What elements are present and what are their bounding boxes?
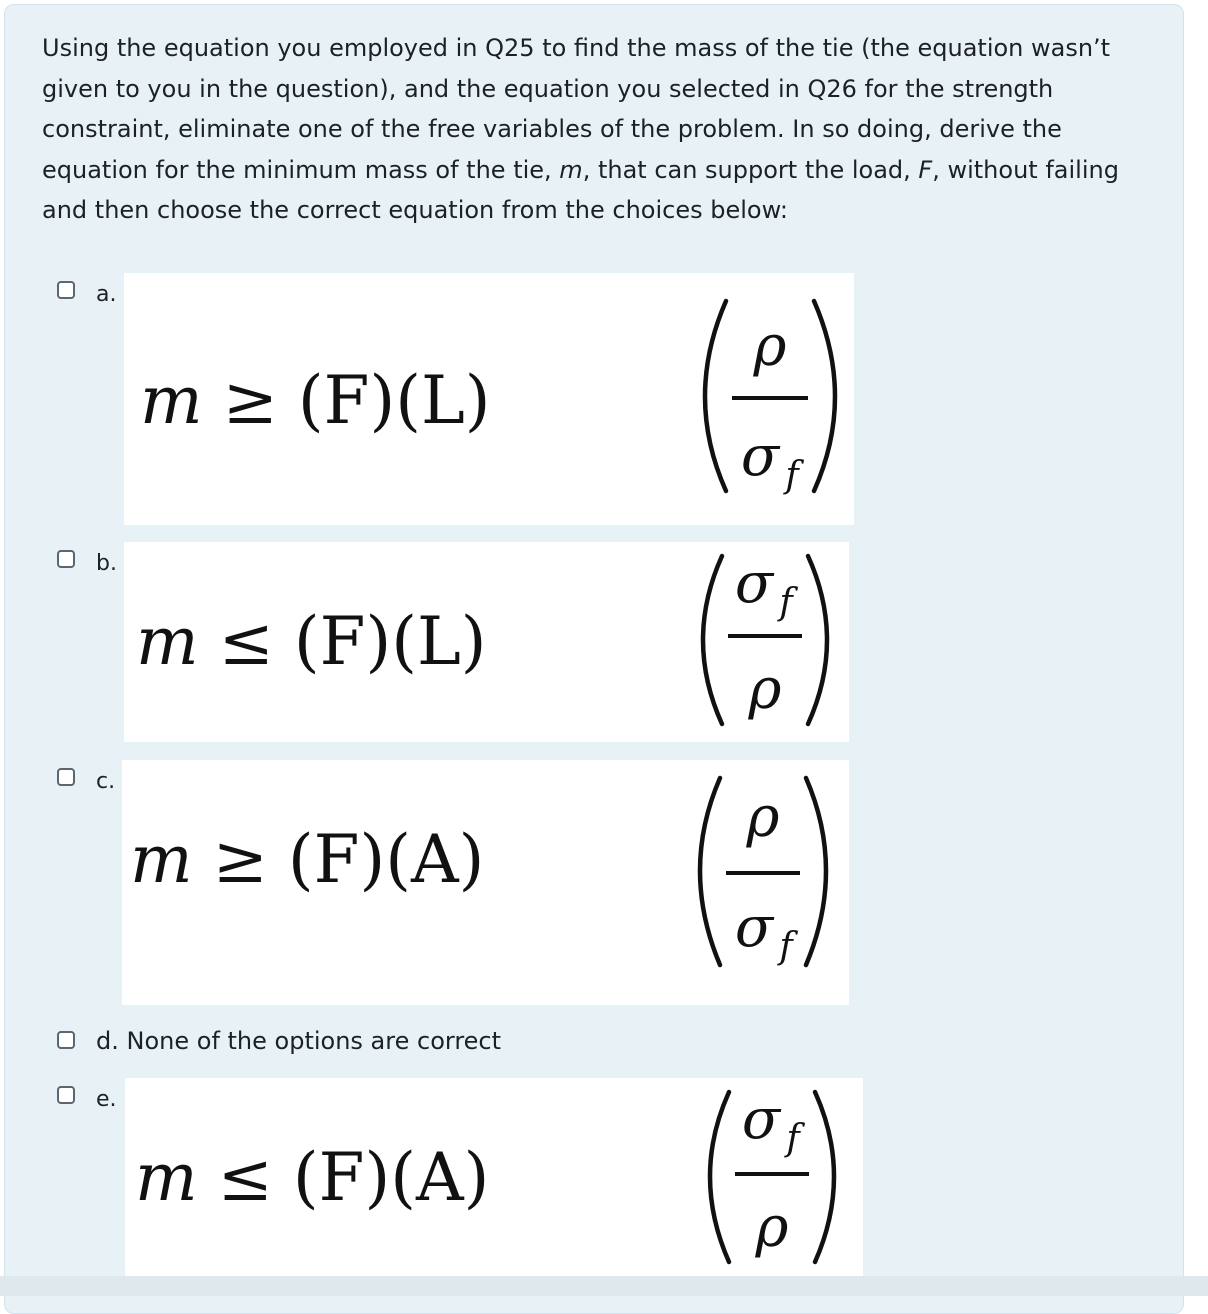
option-c-term2: (A)	[385, 821, 485, 898]
option-d-checkbox[interactable]	[57, 1031, 75, 1049]
option-c-denominator-sub: f	[779, 926, 793, 967]
option-b-letter: b.	[96, 551, 117, 576]
bottom-edge	[0, 1276, 1208, 1296]
option-b-numerator: σ	[734, 551, 774, 616]
svg-text:m≥(F)(A)	[130, 821, 484, 898]
option-c-letter: c.	[96, 769, 116, 794]
svg-text:m≤(F)(L)	[136, 603, 487, 680]
question-text	[42, 28, 1152, 231]
option-d-label	[96, 1027, 501, 1055]
option-a-numerator: ρ	[753, 314, 787, 379]
option-a-letter: a.	[96, 282, 117, 307]
option-e-numerator-sub: f	[786, 1118, 800, 1159]
option-d-text: None of the options are correct	[126, 1027, 502, 1055]
option-a-term2: (L)	[395, 362, 491, 439]
option-a-lhs: m	[140, 362, 203, 439]
option-b-checkbox[interactable]	[57, 550, 75, 568]
option-b-numerator-sub: f	[779, 582, 793, 623]
option-e-equation	[125, 1078, 863, 1280]
option-c-relation: ≥	[212, 821, 268, 898]
question-text-part2: , that can support the load,	[582, 155, 919, 184]
option-a-relation: ≥	[222, 362, 278, 439]
option-a-equation	[124, 273, 854, 525]
option-b-lhs: m	[136, 603, 199, 680]
option-d-letter: d.	[96, 1027, 119, 1055]
option-b-relation: ≤	[218, 603, 274, 680]
question-var-m: m	[559, 155, 583, 184]
option-e-term2: (A)	[390, 1139, 490, 1216]
option-c-lhs: m	[130, 821, 193, 898]
option-b-equation	[124, 542, 849, 742]
svg-text:m≥(F)(L)	[140, 362, 491, 439]
option-e-denominator: ρ	[755, 1195, 789, 1260]
option-c-term1: (F)	[287, 821, 386, 898]
option-a-checkbox[interactable]	[57, 281, 75, 299]
option-e-relation: ≤	[217, 1139, 273, 1216]
option-a-term1: (F)	[297, 362, 396, 439]
option-b-term1: (F)	[293, 603, 392, 680]
option-e-letter: e.	[96, 1087, 117, 1112]
option-e-lhs: m	[135, 1139, 198, 1216]
option-a-denominator-sub: f	[785, 455, 799, 496]
option-e-checkbox[interactable]	[57, 1086, 75, 1104]
option-b-denominator: ρ	[748, 657, 782, 722]
question-var-f: F	[918, 155, 933, 184]
svg-text:m≤(F)(A)	[135, 1139, 489, 1216]
option-a-denominator: σ	[740, 424, 780, 489]
option-c-numerator: ρ	[746, 785, 780, 850]
option-c-checkbox[interactable]	[57, 768, 75, 786]
option-c-denominator: σ	[734, 895, 774, 960]
option-e-term1: (F)	[292, 1139, 391, 1216]
option-b-term2: (L)	[391, 603, 487, 680]
option-e-numerator: σ	[741, 1087, 781, 1152]
question-text-part3: , without failing and then choose the correct equation from the choices below:	[42, 155, 1119, 224]
option-c-equation	[122, 760, 849, 1005]
question-text-part1: Using the equation you employed in Q25 to find the mass of the tie (the equation wasn’t given to you in the question), and the equation you selected in Q26 for the strength constraint, eliminate one of the free variables of the problem. In so doing, derive the equation for the minimum mass of the tie,	[42, 34, 1111, 184]
